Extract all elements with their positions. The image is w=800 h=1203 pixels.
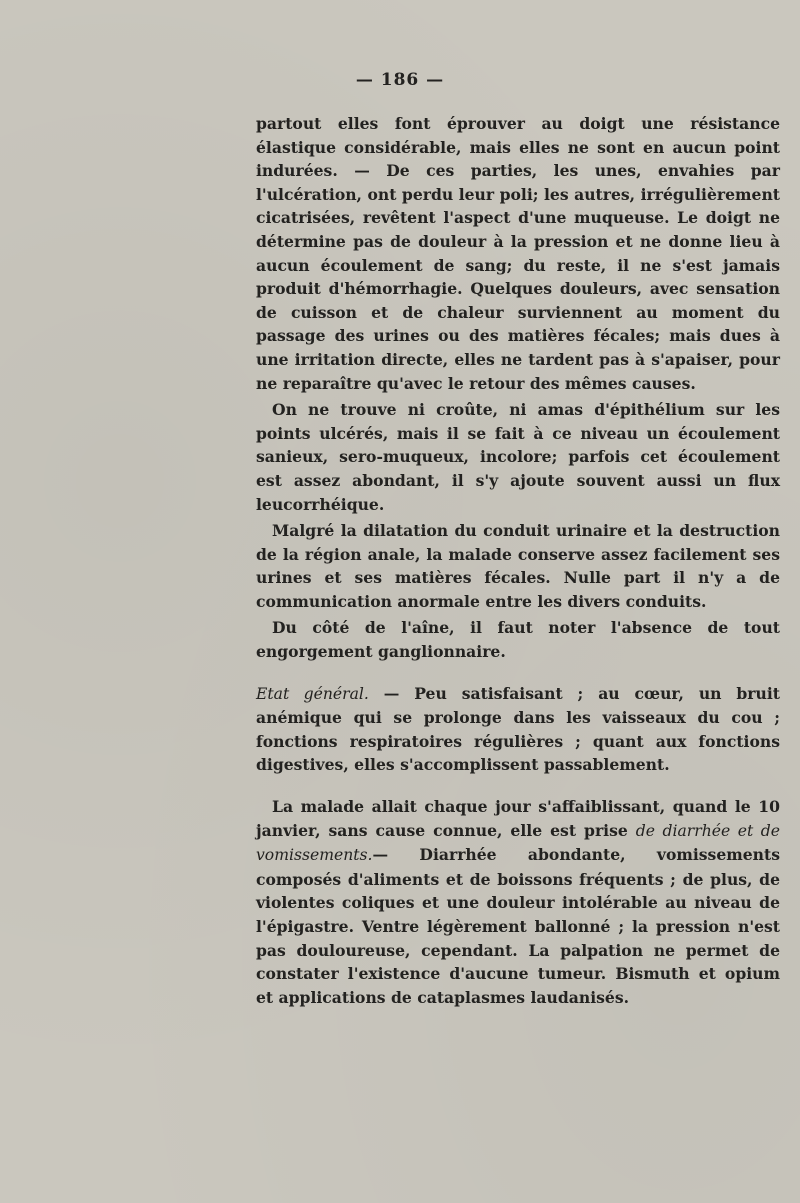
paragraph-6-after: — Diarrhée abondante, vomissements composés d'aliments et de boissons fréquents ; de plus, de violentes coliques et une douleur intolérable au niveau de l'épigastre. Ventre légèrement ballonné ; la pression n'est pas douloureuse, cependant. La palpation ne permet de constater l'existence d'aucune tumeur. Bismuth et opium et applications de cataplasmes laudanisés.: [256, 845, 780, 1007]
section-lead-etat-general: Etat général.: [256, 684, 369, 703]
paragraph-6: [256, 795, 780, 1009]
paragraph-1: partout elles font éprouver au doigt une résistance élastique considérable, mais elles ne sont en aucun point indurées. — De ces parties, les unes, envahies par l'ulcération, ont perdu leur poli; les autres, irrégulièrement cicatrisées, revêtent l'aspect d'une muqueuse. Le doigt ne détermine pas de douleur à la pression et ne donne lieu à aucun écoulement de sang; du reste, il ne s'est jamais produit d'hémorrhagie. Quelques douleurs, avec sensation de cuisson et de chaleur surviennent au moment du passage des urines ou des matières fécales; mais dues à une irritation directe, elles ne tardent pas à s'apaiser, pour ne reparaître qu'avec le retour des mêmes causes.: [256, 114, 780, 393]
paragraph-etat-general: [256, 682, 780, 777]
paragraph-2: On ne trouve ni croûte, ni amas d'épithélium sur les points ulcérés, mais il se fait à ce niveau un écoulement sanieux, sero-muqueux, incolore; parfois cet écoulement est assez abondant, il s'y ajoute souvent aussi un flux leucorrhéique.: [256, 400, 780, 514]
paragraph-6-before: La malade allait chaque jour s'affaiblissant, quand le 10 janvier, sans cause connue, elle est prise: [256, 797, 780, 840]
paragraph-5-text: — Peu satisfaisant ; au cœur, un bruit anémique qui se prolonge dans les vaisseaux du cou ; fonctions respiratoires régulières ; quant aux fonctions digestives, elles s'accomplissent passablement.: [256, 683, 780, 775]
page-number: — 186 —: [355, 70, 445, 90]
paragraph-6-emphasis: de diarrhée et de vomissements.: [256, 821, 780, 865]
body-text: [256, 112, 780, 1009]
paragraph-4: Du côté de l'aîne, il faut noter l'absence de tout engorgement ganglionnaire.: [256, 618, 780, 662]
paragraph-3: Malgré la dilatation du conduit urinaire et la destruction de la région anale, la malade conserve assez facilement ses urines et ses matières fécales. Nulle part il n'y a de communication anormale entre les divers conduits.: [256, 521, 780, 611]
